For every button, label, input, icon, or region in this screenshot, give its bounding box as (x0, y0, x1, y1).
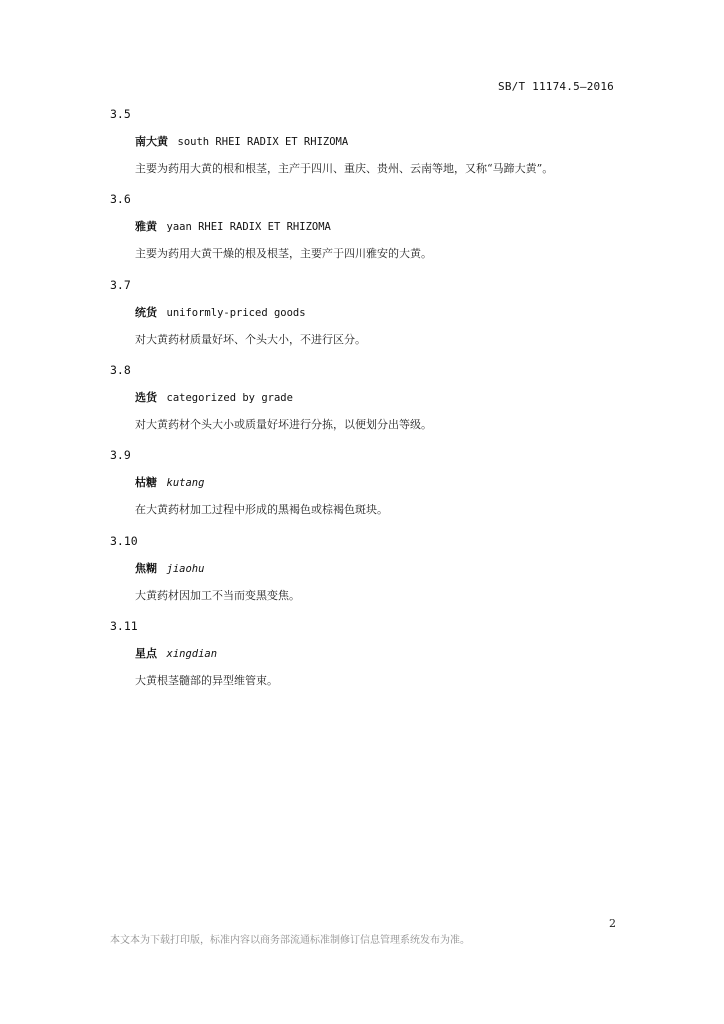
clause-number: 3.10 (110, 534, 138, 548)
term-entry (110, 532, 620, 605)
term-definition: 大黄根茎髓部的异型维管束。 (135, 674, 278, 687)
term-heading (135, 389, 620, 407)
term-chinese: 选货 (135, 391, 157, 404)
term-english: yaan RHEI RADIX ET RHIZOMA (166, 221, 331, 233)
term-heading (135, 560, 620, 578)
term-heading (135, 474, 620, 492)
clause-number: 3.8 (110, 363, 131, 377)
term-chinese: 统货 (135, 306, 157, 319)
term-entry (110, 105, 620, 178)
term-chinese: 焦糊 (135, 562, 157, 575)
term-definition: 大黄药材因加工不当而变黑变焦。 (135, 589, 300, 602)
clause-number: 3.9 (110, 448, 131, 462)
term-english: kutang (166, 477, 205, 489)
term-entry (110, 361, 620, 434)
term-english: xingdian (166, 648, 218, 660)
term-heading (135, 304, 620, 322)
page-number: 2 (609, 917, 616, 930)
term-heading (135, 133, 620, 151)
clause-number: 3.6 (110, 192, 131, 206)
term-definition: 主要为药用大黄的根和根茎，主产于四川、重庆、贵州、云南等地，又称“马蹄大黄”。 (135, 162, 554, 175)
term-definition: 主要为药用大黄干燥的根及根茎，主要产于四川雅安的大黄。 (135, 247, 432, 260)
clause-number: 3.11 (110, 619, 138, 633)
term-definition: 对大黄药材个头大小或质量好坏进行分拣，以便划分出等级。 (135, 418, 432, 431)
term-english: categorized by grade (166, 392, 293, 404)
term-heading (135, 645, 620, 663)
footer-note: 本文本为下载打印版，标准内容以商务部流通标准制修订信息管理系统发布为准。 (110, 935, 470, 946)
term-heading (135, 218, 620, 236)
term-definition: 对大黄药材质量好坏、个头大小，不进行区分。 (135, 333, 366, 346)
term-chinese: 枯糖 (135, 476, 157, 489)
standard-code: SB/T 11174.5—2016 (498, 80, 614, 93)
term-entry (110, 617, 620, 690)
term-definition: 在大黄药材加工过程中形成的黑褐色或棕褐色斑块。 (135, 503, 388, 516)
clause-number: 3.5 (110, 107, 131, 121)
term-english: south RHEI RADIX ET RHIZOMA (177, 136, 349, 148)
term-entry (110, 190, 620, 263)
clause-number: 3.7 (110, 278, 131, 292)
term-chinese: 南大黄 (135, 135, 168, 148)
term-chinese: 星点 (135, 647, 157, 660)
term-english: uniformly-priced goods (166, 307, 306, 319)
term-english: jiaohu (166, 563, 205, 575)
term-chinese: 雅黄 (135, 220, 157, 233)
term-entry (110, 276, 620, 349)
term-entry (110, 446, 620, 519)
